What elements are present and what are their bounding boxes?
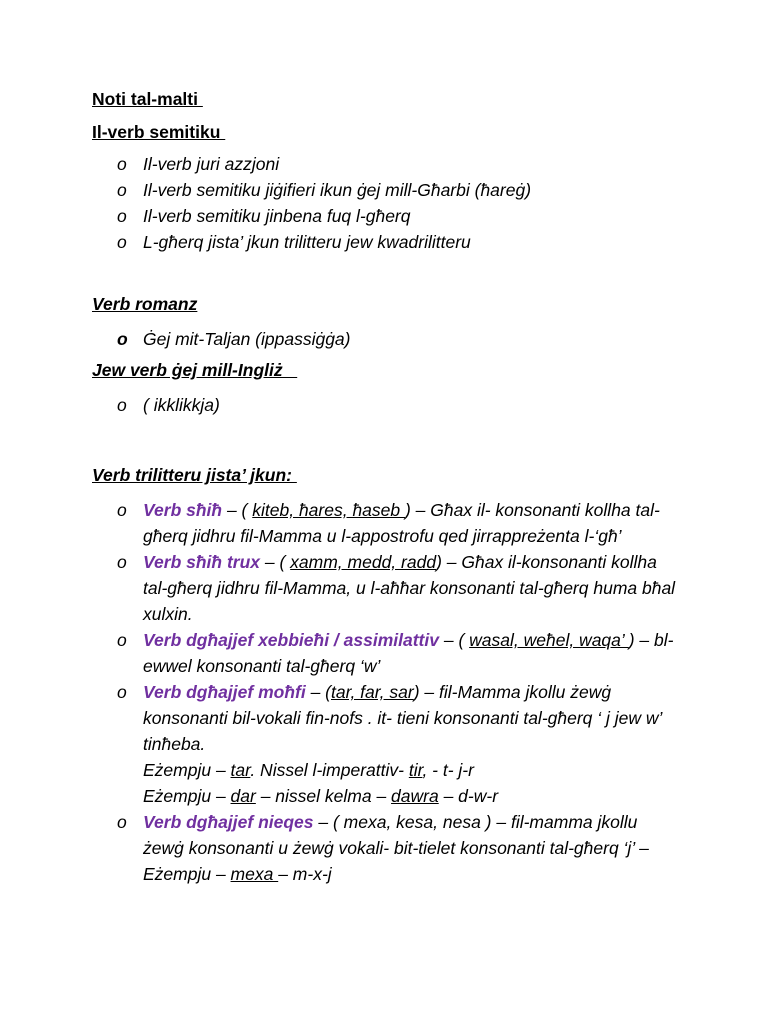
verb-examples: wasal, weħel, waqa’ bbox=[469, 630, 629, 650]
example-line bbox=[143, 783, 682, 809]
document-title: Noti tal-malti bbox=[92, 89, 203, 109]
example-line bbox=[143, 757, 682, 783]
example-word: tar bbox=[230, 760, 251, 780]
item-text: – ( mexa, kesa, nesa ) – fil-mamma jkollu żewġ konsonanti u żewġ vokali- bit-tielet konsonanti tal-għerq ‘j’ – Eżempju – bbox=[143, 812, 649, 884]
bullet-icon: o bbox=[117, 232, 127, 252]
verb-examples: kiteb, ħares, ħaseb bbox=[252, 500, 405, 520]
bullet-icon: o bbox=[117, 180, 127, 200]
list-item bbox=[92, 497, 682, 549]
verb-examples: mexa bbox=[230, 864, 279, 884]
verb-examples: xamm, medd, radd bbox=[290, 552, 437, 572]
section-heading-romanz: Verb romanz bbox=[92, 294, 198, 314]
list-romanz bbox=[92, 326, 682, 352]
example-text: . Nissel l-imperattiv- bbox=[250, 760, 409, 780]
example-word: tir bbox=[408, 760, 423, 780]
bullet-icon: o bbox=[117, 500, 127, 520]
list-item bbox=[92, 549, 682, 627]
section-heading-semitiku: Il-verb semitiku bbox=[92, 122, 226, 142]
list-item-text: Il-verb semitiku jiġifieri ikun ġej mill-Għarbi (ħareġ) bbox=[143, 180, 532, 200]
item-text: – ( bbox=[222, 500, 253, 520]
bullet-icon: o bbox=[117, 395, 127, 415]
list-item-text: Ġej mit-Taljan (ippassiġġa) bbox=[143, 329, 351, 349]
item-text: – ( bbox=[438, 630, 470, 650]
verb-type-label: Verb dgħajjef xebbieħi / assimilattiv bbox=[143, 630, 439, 650]
bullet-icon: o bbox=[117, 329, 128, 349]
verb-type-label: Verb dgħajjef moħfi bbox=[143, 682, 306, 702]
list-item-text: Il-verb semitiku jinbena fuq l-għerq bbox=[143, 206, 411, 226]
list-trilitteru bbox=[92, 497, 682, 887]
list-item bbox=[92, 326, 682, 352]
list-item bbox=[92, 809, 682, 887]
bullet-icon: o bbox=[117, 682, 127, 702]
item-description: ) – bl-ewwel konsonanti tal-għerq ‘w’ bbox=[143, 630, 674, 676]
example-text: – nissel kelma – bbox=[255, 786, 392, 806]
item-text: – ( bbox=[260, 552, 291, 572]
verb-type-label: Verb dgħajjef nieqes bbox=[143, 812, 314, 832]
bullet-icon: o bbox=[117, 630, 127, 650]
bullet-icon: o bbox=[117, 154, 127, 174]
bullet-icon: o bbox=[117, 812, 127, 832]
item-description: ) – Għax il-konsonanti kollha tal-għerq jidhru fil-Mamma, u l-aħħar konsonanti tal-għerq huma bħal xulxin. bbox=[143, 552, 676, 624]
list-item-text: Il-verb juri azzjoni bbox=[143, 154, 280, 174]
list-item-text: L-għerq jista’ jkun trilitteru jew kwadrilitteru bbox=[143, 232, 471, 252]
example-text: – d-w-r bbox=[438, 786, 499, 806]
list-item bbox=[92, 151, 682, 177]
list-item bbox=[92, 229, 682, 255]
list-item bbox=[92, 392, 682, 418]
example-text: , - t- j-r bbox=[422, 760, 474, 780]
section-heading-ingliz: Jew verb ġej mill-Ingliż bbox=[92, 360, 298, 380]
item-text: – ( bbox=[305, 682, 331, 702]
item-description: ) – fil-Mamma jkollu żewġ konsonanti bil-vokali fin-nofs . it- tieni konsonanti tal-għerq ‘ j jew w’ tinħeba. bbox=[143, 682, 662, 754]
example-word: dawra bbox=[391, 786, 439, 806]
list-item bbox=[92, 679, 682, 809]
list-ingliz bbox=[92, 392, 682, 418]
verb-examples: tar, far, sar bbox=[331, 682, 414, 702]
verb-type-label: Verb sħiħ bbox=[143, 500, 223, 520]
verb-type-label: Verb sħiħ trux bbox=[143, 552, 261, 572]
bullet-icon: o bbox=[117, 206, 127, 226]
list-item bbox=[92, 177, 682, 203]
list-item bbox=[92, 203, 682, 229]
section-heading-trilitteru: Verb trilitteru jista’ jkun: bbox=[92, 465, 297, 485]
example-text: Eżempju – bbox=[143, 760, 231, 780]
list-item bbox=[92, 627, 682, 679]
bullet-icon: o bbox=[117, 552, 127, 572]
example-word: dar bbox=[230, 786, 256, 806]
list-item-text: ( ikklikkja) bbox=[143, 395, 220, 415]
list-semitiku bbox=[92, 151, 682, 255]
item-description: – m-x-j bbox=[278, 864, 332, 884]
document-page bbox=[92, 86, 682, 887]
example-text: Eżempju – bbox=[143, 786, 231, 806]
item-description: ) – Għax il- konsonanti kollha tal-għerq jidhru fil-Mamma u l-appostrofu qed jirrappreżenta l-‘għ’ bbox=[143, 500, 660, 546]
